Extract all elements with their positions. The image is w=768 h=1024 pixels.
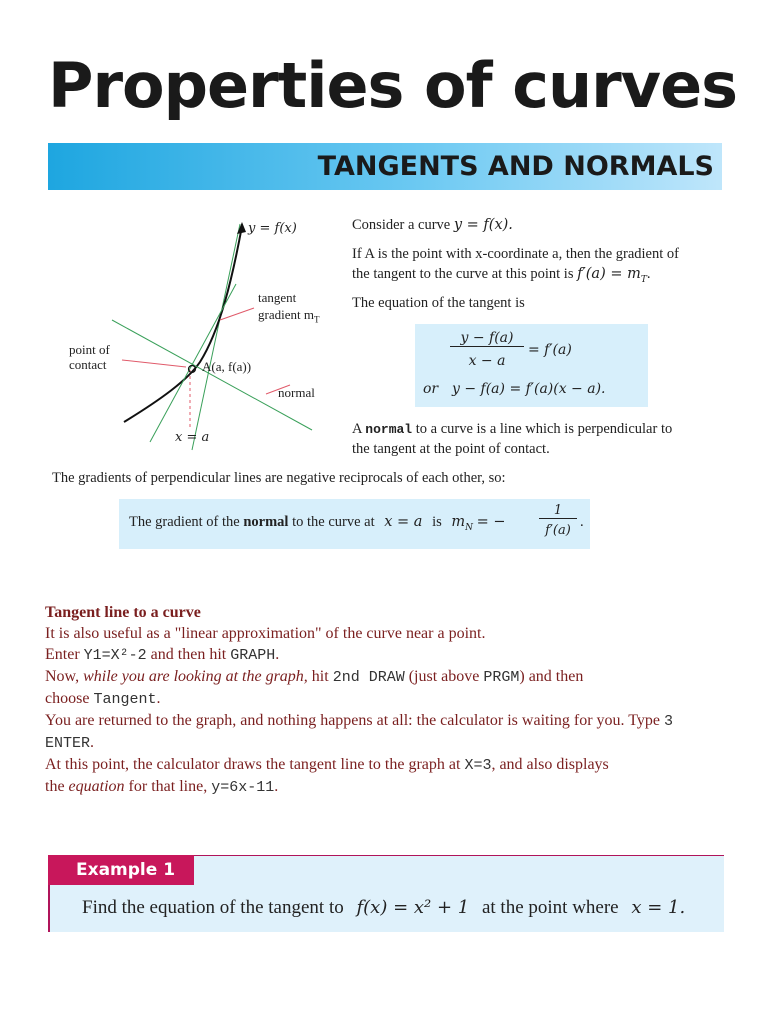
section-banner [48, 143, 722, 190]
eq-denominator: x − a [468, 353, 506, 369]
curve [124, 226, 242, 422]
intro-line-4: The equation of the tangent is [352, 295, 525, 311]
lower-line-4: choose Tangent. [45, 690, 161, 708]
normal-frac-end: . [580, 514, 584, 530]
page-title: Properties of curves [48, 49, 738, 122]
normal-def-line-1: A normal to a curve is a line which is perpendicular to [352, 421, 673, 437]
example-text: Find the equation of the tangent to f(x) = x² + 1 at the point where x = 1. [82, 897, 686, 918]
lower-line-1: It is also useful as a "linear approximation" of the curve near a point. [45, 625, 486, 642]
example-label: Example 1 [48, 855, 194, 885]
tangent-line-section [45, 602, 735, 798]
lower-line-7: At this point, the calculator draws the tangent line to the graph at X=3, and also displays [45, 756, 609, 774]
tangent-normal-diagram [60, 210, 350, 460]
normal-gradient-text: The gradient of the normal to the curve at x = a is $m_N$ = − [129, 514, 506, 533]
intro-line-3: the tangent to the curve at this point is $f'(a) = m_T$. [352, 266, 651, 285]
eq-or: or [423, 381, 439, 397]
lower-line-2: Enter Y1=X²-2 and then hit GRAPH. [45, 646, 280, 664]
section-heading: Tangent line to a curve [45, 604, 201, 621]
tangent-equation-box [415, 324, 648, 407]
gradients-text: The gradients of perpendicular lines are negative reciprocals of each other, so: [52, 470, 506, 486]
banner-title: TANGENTS AND NORMALS [317, 151, 714, 182]
intro-line-2: If A is the point with x-coordinate a, then the gradient of [352, 246, 679, 262]
diagram-tangent-label: tangent gradient $m_T$ [258, 290, 320, 325]
pointer-contact [122, 360, 186, 367]
eq-line-2: y − f(a) = f′(a)(x − a). [452, 381, 606, 397]
eq-numerator: y − f(a) [450, 330, 524, 347]
diagram-x-label: x = a [175, 430, 210, 445]
lower-line-3: Now, while you are looking at the graph, hit 2nd DRAW (just above PRGM) and then [45, 668, 584, 686]
lower-line-8: the equation for that line, y=6x-11. [45, 778, 279, 796]
curve-axis-line [192, 224, 240, 450]
lower-line-6: ENTER. [45, 734, 95, 752]
eq-rhs: = f′(a) [528, 342, 572, 358]
pointer-tangent [220, 308, 254, 320]
diagram-point-label: point of contact [69, 342, 110, 372]
normal-def-line-2: the tangent at the point of contact. [352, 441, 550, 457]
curve-arrow-icon [237, 222, 246, 234]
diagram-point-A: A(a, f(a)) [202, 359, 252, 374]
intro-line-1: Consider a curve y = f(x). [352, 217, 513, 233]
normal-gradient-box [119, 499, 590, 549]
lower-line-5: You are returned to the graph, and nothing happens at all: the calculator is waiting for you. Type 3 [45, 712, 674, 730]
normal-frac-den: f′(a) [545, 523, 571, 538]
normal-frac-num: 1 [539, 503, 577, 519]
diagram-y-label: y = f(x) [248, 221, 297, 236]
diagram-normal-label: normal [278, 385, 315, 400]
